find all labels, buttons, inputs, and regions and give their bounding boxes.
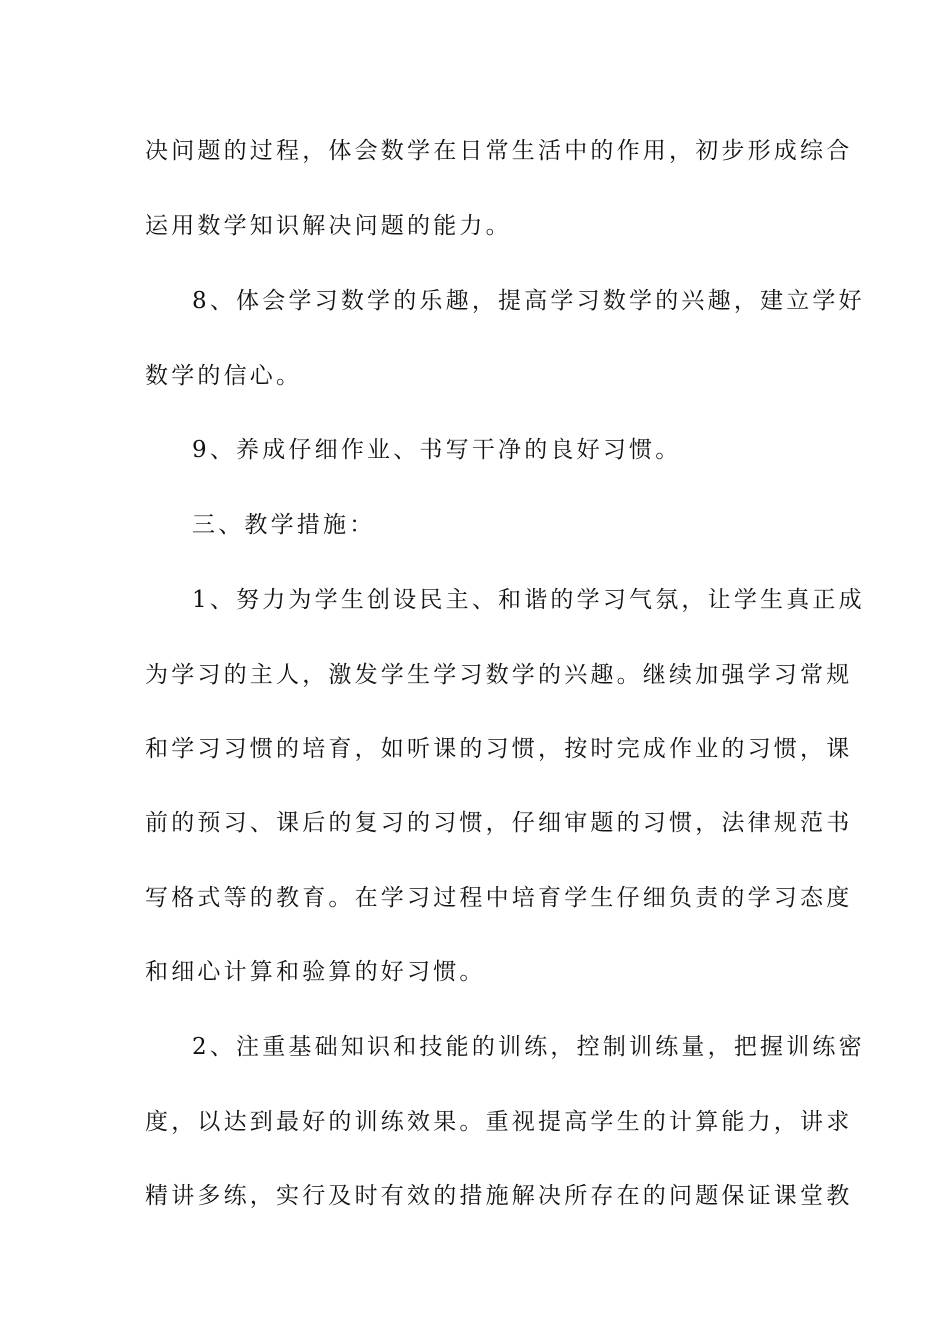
text-line: 1、努力为学生创设民主、和谐的学习气氛，让学生真正成: [192, 587, 865, 613]
text-line: 8、体会学习数学的乐趣，提高学习数学的兴趣，建立学好: [192, 288, 865, 314]
section-heading: 三、教学措施：: [192, 512, 376, 538]
text-line: 前的预习、课后的复习的习惯，仔细审题的习惯，法律规范书: [145, 810, 853, 836]
text-line: 2、注重基础知识和技能的训练，控制训练量，把握训练密: [192, 1034, 865, 1060]
text-line: 度，以达到最好的训练效果。重视提高学生的计算能力，讲求: [145, 1109, 853, 1135]
text-line: 决问题的过程，体会数学在日常生活中的作用，初步形成综合: [145, 138, 853, 164]
text-line: 为学习的主人，激发学生学习数学的兴趣。继续加强学习常规: [145, 662, 853, 688]
text-line: 写格式等的教育。在学习过程中培育学生仔细负责的学习态度: [145, 885, 853, 911]
text-line: 和细心计算和验算的好习惯。: [145, 959, 486, 985]
text-line: 和学习习惯的培育，如听课的习惯，按时完成作业的习惯，课: [145, 736, 853, 762]
text-line: 精讲多练，实行及时有效的措施解决所存在的问题保证课堂教: [145, 1183, 853, 1209]
text-line: 数学的信心。: [145, 363, 303, 389]
text-line: 9、养成仔细作业、书写干净的良好习惯。: [192, 437, 682, 463]
text-line: 运用数学知识解决问题的能力。: [145, 213, 512, 239]
